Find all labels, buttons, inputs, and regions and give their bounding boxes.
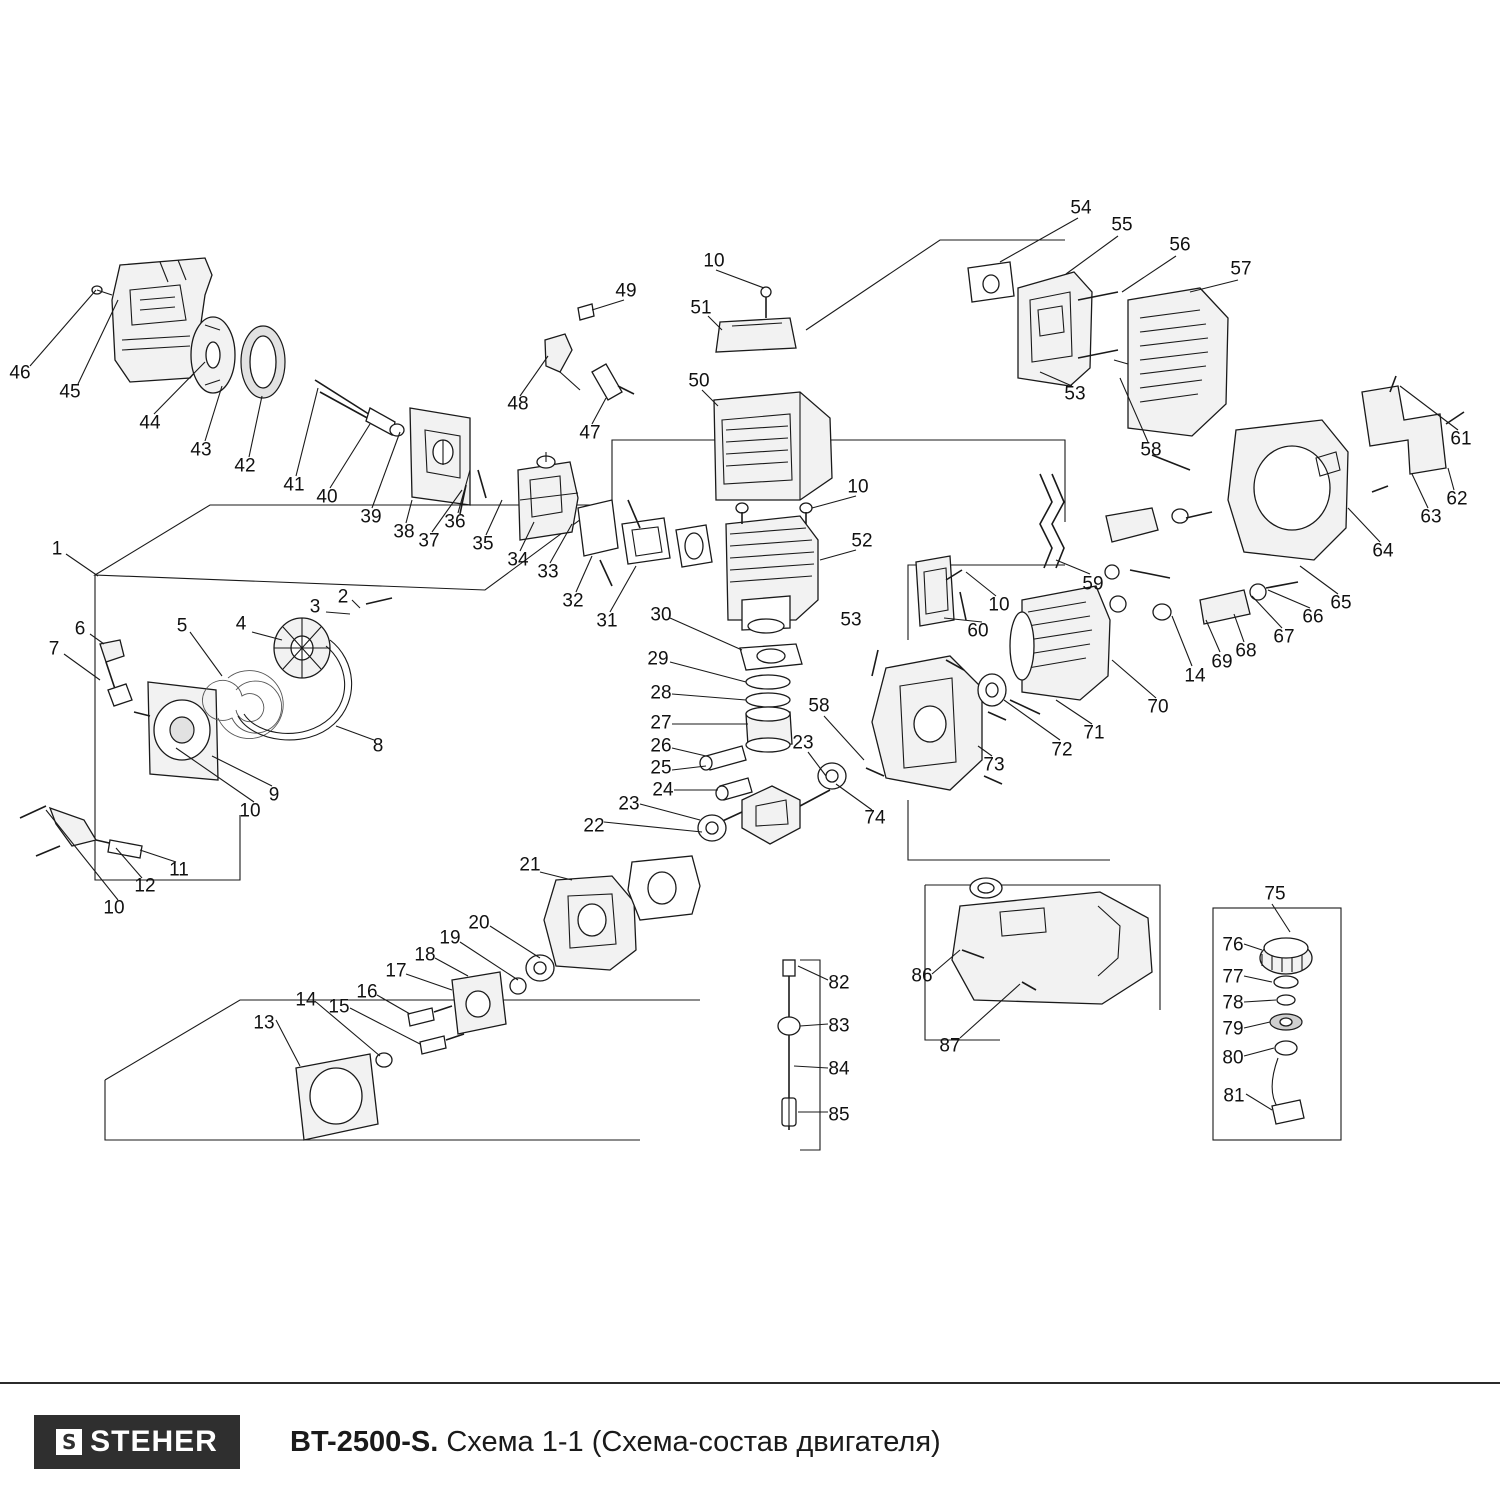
callout-number: 13 xyxy=(253,1012,275,1034)
part-muffler-55 xyxy=(1018,272,1092,386)
part-mount-plate-13 xyxy=(296,1054,378,1140)
callout-number: 18 xyxy=(414,944,436,966)
callout-number: 38 xyxy=(393,521,415,543)
part-crankcase-half-21 xyxy=(544,876,636,970)
part-crankshaft-74 xyxy=(698,763,846,844)
part-muffler-cover-57 xyxy=(1114,288,1228,436)
callout-number: 57 xyxy=(1230,258,1252,280)
part-ignition-coil-60 xyxy=(916,556,962,626)
part-fuel-cap-76 xyxy=(1260,938,1312,974)
callout-number: 1 xyxy=(51,538,63,560)
callout-number: 21 xyxy=(519,854,541,876)
part-small-parts-14-15-16 xyxy=(376,1006,464,1067)
model-label: BT-2500-S. xyxy=(290,1425,439,1458)
callout-number: 24 xyxy=(652,779,674,801)
callout-number: 45 xyxy=(59,381,81,403)
callout-number: 53 xyxy=(1064,383,1086,405)
callout-number: 14 xyxy=(295,989,317,1011)
callout-number: 34 xyxy=(507,549,529,571)
callout-number: 72 xyxy=(1051,739,1073,761)
callout-number: 87 xyxy=(939,1035,961,1057)
callout-number: 43 xyxy=(190,439,212,461)
callout-number: 35 xyxy=(472,533,494,555)
footer-title xyxy=(290,1426,941,1459)
part-ring-43 xyxy=(241,326,285,398)
callout-number: 11 xyxy=(169,859,189,881)
callout-number: 42 xyxy=(234,455,256,477)
part-spark-plug-47-48-49 xyxy=(545,304,634,400)
group-outline-fuelline xyxy=(800,960,820,1150)
brand-logo xyxy=(34,1415,240,1469)
callout-number: 30 xyxy=(650,604,672,626)
callout-number: 69 xyxy=(1211,651,1233,673)
part-bearing-20-19 xyxy=(510,955,554,994)
callout-number: 52 xyxy=(851,530,873,552)
callout-number: 65 xyxy=(1330,592,1352,614)
callout-number: 58 xyxy=(808,695,830,717)
part-piston-27 xyxy=(746,707,792,752)
part-fuel-tank-87 xyxy=(952,878,1152,1004)
part-fan-44 xyxy=(191,317,235,393)
callout-number: 39 xyxy=(360,506,382,528)
callout-number: 73 xyxy=(983,754,1005,776)
callout-number: 83 xyxy=(828,1015,850,1037)
callout-number: 68 xyxy=(1235,640,1257,662)
part-bolt-58 xyxy=(1152,455,1190,470)
group-outline-crankcase xyxy=(105,996,700,1140)
part-fuel-line-82-85 xyxy=(778,960,800,1130)
part-clutch-shoe-65 xyxy=(1106,508,1250,624)
part-starter-handle-6-7 xyxy=(100,640,132,706)
callout-number: 61 xyxy=(1450,428,1472,450)
callout-number: 84 xyxy=(828,1058,850,1080)
callout-number: 59 xyxy=(1082,573,1104,595)
callout-number: 62 xyxy=(1446,488,1468,510)
callout-number: 14 xyxy=(1184,665,1206,687)
part-starter-screws-2-3 xyxy=(366,598,392,604)
callout-number: 82 xyxy=(828,972,850,994)
callout-number: 10 xyxy=(988,594,1010,616)
callout-number: 85 xyxy=(828,1104,850,1126)
part-cylinder-cover-50 xyxy=(714,392,832,500)
callout-number: 48 xyxy=(507,393,529,415)
callout-number: 22 xyxy=(583,815,605,837)
callout-number: 31 xyxy=(596,610,618,632)
part-cylinder-52 xyxy=(726,503,818,633)
part-rod-42-41 xyxy=(315,380,404,436)
callout-number: 23 xyxy=(792,732,814,754)
callout-number: 17 xyxy=(385,960,407,982)
callout-number: 40 xyxy=(316,486,338,508)
part-clutch-drum-70 xyxy=(1010,586,1110,700)
part-fan-housing-64 xyxy=(1228,420,1348,560)
callout-number: 2 xyxy=(337,586,349,608)
callout-number: 9 xyxy=(268,784,280,806)
callout-number: 16 xyxy=(356,981,378,1003)
callout-number: 74 xyxy=(864,807,886,829)
callout-number: 5 xyxy=(176,615,188,637)
callout-number: 78 xyxy=(1222,992,1244,1014)
callout-number: 77 xyxy=(1222,966,1244,988)
callout-number: 76 xyxy=(1222,934,1244,956)
callout-number: 51 xyxy=(690,297,712,319)
callout-number: 53 xyxy=(840,609,862,631)
callout-number: 25 xyxy=(650,757,672,779)
callout-number: 15 xyxy=(328,996,350,1018)
callout-number: 10 xyxy=(103,897,125,919)
callout-number: 60 xyxy=(967,620,989,642)
callout-number: 71 xyxy=(1083,722,1105,744)
part-spring-59 xyxy=(1040,474,1064,568)
callout-number: 29 xyxy=(647,648,669,670)
callout-number: 3 xyxy=(309,596,321,618)
callout-number: 10 xyxy=(847,476,869,498)
callout-number: 28 xyxy=(650,682,672,704)
part-plate-17-18 xyxy=(452,972,506,1034)
part-piston-rings-29-28 xyxy=(746,675,790,707)
callout-number: 70 xyxy=(1147,696,1169,718)
callout-number: 33 xyxy=(537,561,559,583)
part-cylinder-gasket-30 xyxy=(740,644,802,670)
callout-number: 10 xyxy=(239,800,261,822)
part-starter-pulley-4 xyxy=(274,618,330,678)
callout-number: 23 xyxy=(618,793,640,815)
callout-number: 49 xyxy=(615,280,637,302)
callout-number: 79 xyxy=(1222,1018,1244,1040)
part-starter-housing-9 xyxy=(134,682,218,780)
callout-number: 81 xyxy=(1223,1085,1245,1107)
callout-number: 86 xyxy=(911,965,933,987)
callout-number: 80 xyxy=(1222,1047,1244,1069)
part-top-shroud-51 xyxy=(716,287,796,352)
callout-number: 6 xyxy=(74,618,86,640)
callout-number: 37 xyxy=(418,530,440,552)
callout-number: 36 xyxy=(444,511,466,533)
footer-bar xyxy=(0,1382,1500,1500)
callout-number: 10 xyxy=(703,250,725,272)
callout-number: 26 xyxy=(650,735,672,757)
callout-number: 12 xyxy=(134,875,156,897)
scheme-label: Схема 1-1 (Схема-состав двигателя) xyxy=(446,1425,941,1458)
callout-number: 7 xyxy=(48,638,60,660)
callout-number: 8 xyxy=(372,735,384,757)
callout-number: 27 xyxy=(650,712,672,734)
part-airfilter-housing-39 xyxy=(410,408,470,505)
callout-number: 75 xyxy=(1264,883,1286,905)
callout-number: 58 xyxy=(1140,439,1162,461)
part-cap-parts-77-81 xyxy=(1270,976,1304,1124)
callout-number: 44 xyxy=(139,412,161,434)
callout-number: 19 xyxy=(439,927,461,949)
callout-number: 46 xyxy=(9,362,31,384)
callout-number: 54 xyxy=(1070,197,1092,219)
part-muffler-gasket-54 xyxy=(968,262,1014,302)
part-pin-clip-26-25-24 xyxy=(700,746,752,800)
part-gaskets-33-32-31 xyxy=(578,500,712,586)
callout-number: 55 xyxy=(1111,214,1133,236)
brand-name: STEHER xyxy=(90,1425,218,1458)
callout-number: 20 xyxy=(468,912,490,934)
callout-number: 32 xyxy=(562,590,584,612)
callout-number: 4 xyxy=(235,613,247,635)
callout-number: 67 xyxy=(1273,626,1295,648)
callout-number: 50 xyxy=(688,370,710,392)
callout-number: 56 xyxy=(1169,234,1191,256)
callout-number: 64 xyxy=(1372,540,1394,562)
callout-number: 66 xyxy=(1302,606,1324,628)
callout-number: 63 xyxy=(1420,506,1442,528)
part-case-gasket-22 xyxy=(628,856,700,920)
part-carburetor-35-34 xyxy=(518,452,578,540)
callout-number: 41 xyxy=(283,474,305,496)
part-bracket-11-12-10 xyxy=(20,806,142,858)
brand-mark-icon: S xyxy=(56,1429,82,1455)
callout-number: 47 xyxy=(579,422,601,444)
part-bracket-61-62-63 xyxy=(1362,376,1464,492)
